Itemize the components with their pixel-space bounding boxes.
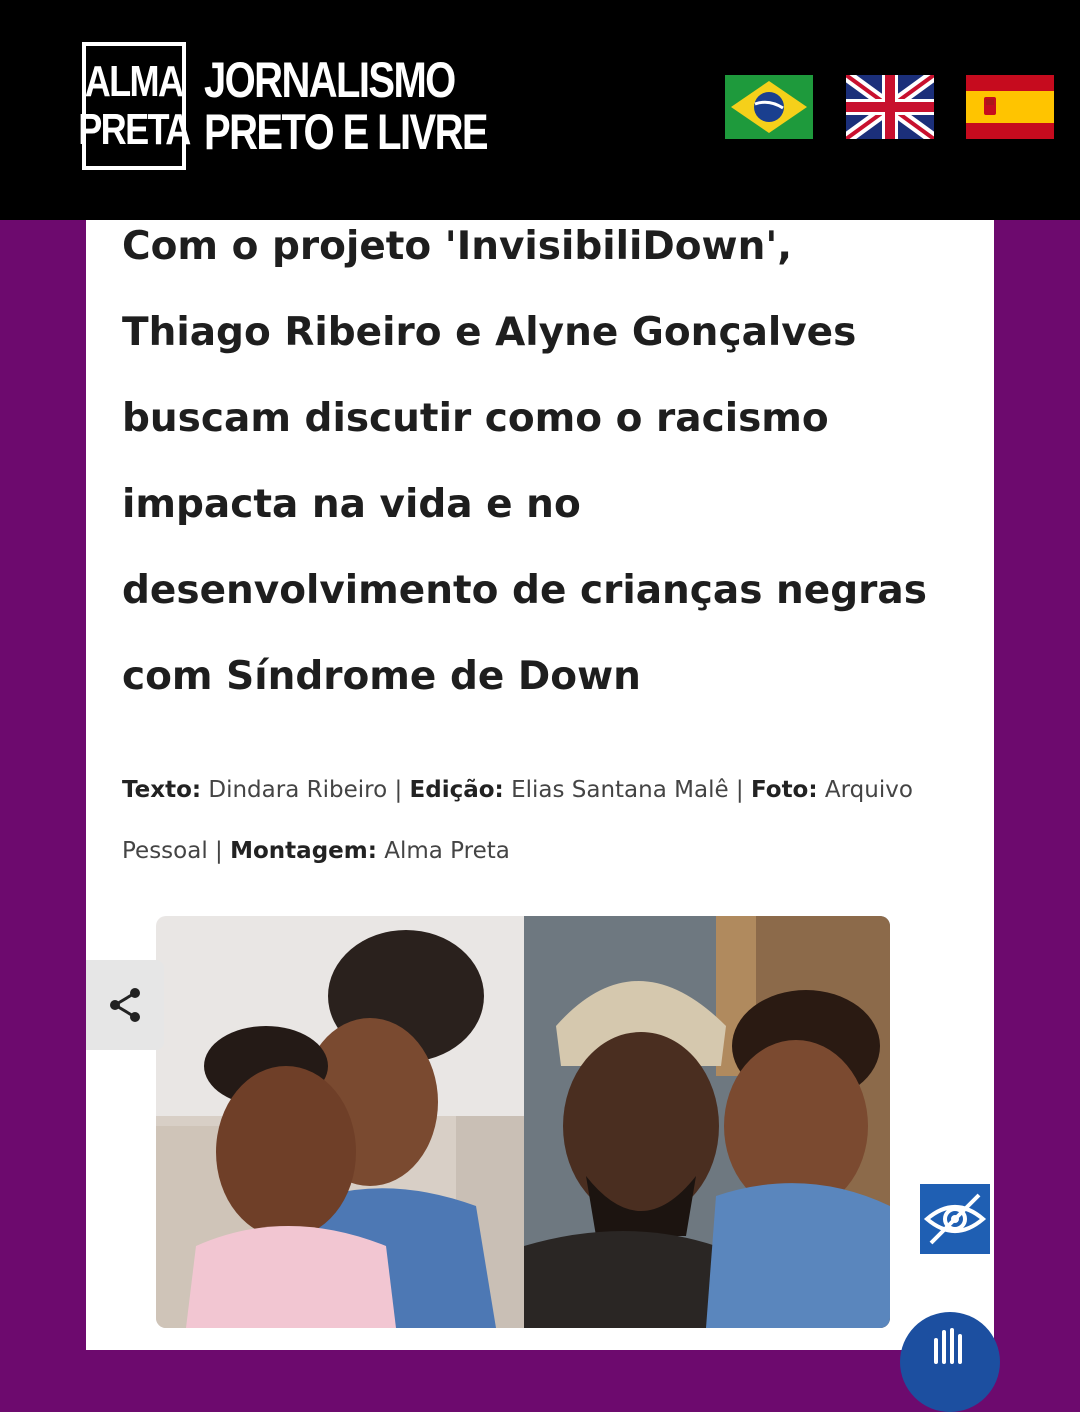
logo-line-2: PRETA: [78, 105, 190, 154]
credit-montage-value: Alma Preta: [384, 838, 510, 864]
credit-text-label: Texto:: [122, 777, 202, 803]
logo-line-1: ALMA: [85, 57, 183, 106]
family-photo-illustration: [156, 916, 890, 1328]
language-english-button[interactable]: [846, 75, 934, 139]
credit-text-value: Dindara Ribeiro: [208, 777, 388, 803]
credit-edit-value: Elias Santana Malê: [511, 777, 729, 803]
spain-flag-icon: [966, 75, 1054, 139]
hand-icon: [928, 1326, 972, 1366]
uk-flag-icon: [846, 75, 934, 139]
tagline-line-1: JORNALISMO: [204, 52, 455, 108]
article-title: Com o projeto 'InvisibiliDown', Thiago Ribeiro e Alyne Gonçalves buscam discutir como o racismo impacta na vida e no desenvolvimento de crianças negras com Síndrome de Down: [122, 224, 927, 699]
credit-montage-label: Montagem:: [230, 838, 377, 864]
credit-edit-label: Edição:: [409, 777, 504, 803]
share-icon: [108, 987, 142, 1023]
accessibility-button[interactable]: [918, 1182, 992, 1256]
tagline-line-2: PRETO E LIVRE: [204, 104, 487, 160]
brazil-flag-icon: [725, 75, 813, 139]
language-portuguese-button[interactable]: [725, 75, 813, 139]
sign-language-button[interactable]: [900, 1312, 1000, 1412]
language-spanish-button[interactable]: [966, 75, 1054, 139]
site-tagline: [204, 52, 487, 160]
eye-icon: [923, 1191, 987, 1247]
credit-separator: |: [394, 777, 403, 803]
credit-separator: |: [215, 838, 223, 864]
share-button[interactable]: [86, 960, 164, 1050]
article-card: [86, 220, 994, 1350]
article-photo: [156, 916, 890, 1328]
alma-preta-logo[interactable]: [78, 42, 190, 170]
site-header: [0, 0, 1080, 220]
credit-separator: |: [735, 777, 744, 803]
article-credits: [122, 760, 952, 882]
credit-photo-value: Arquivo Pessoal: [122, 777, 913, 864]
credit-photo-label: Foto:: [750, 777, 818, 803]
